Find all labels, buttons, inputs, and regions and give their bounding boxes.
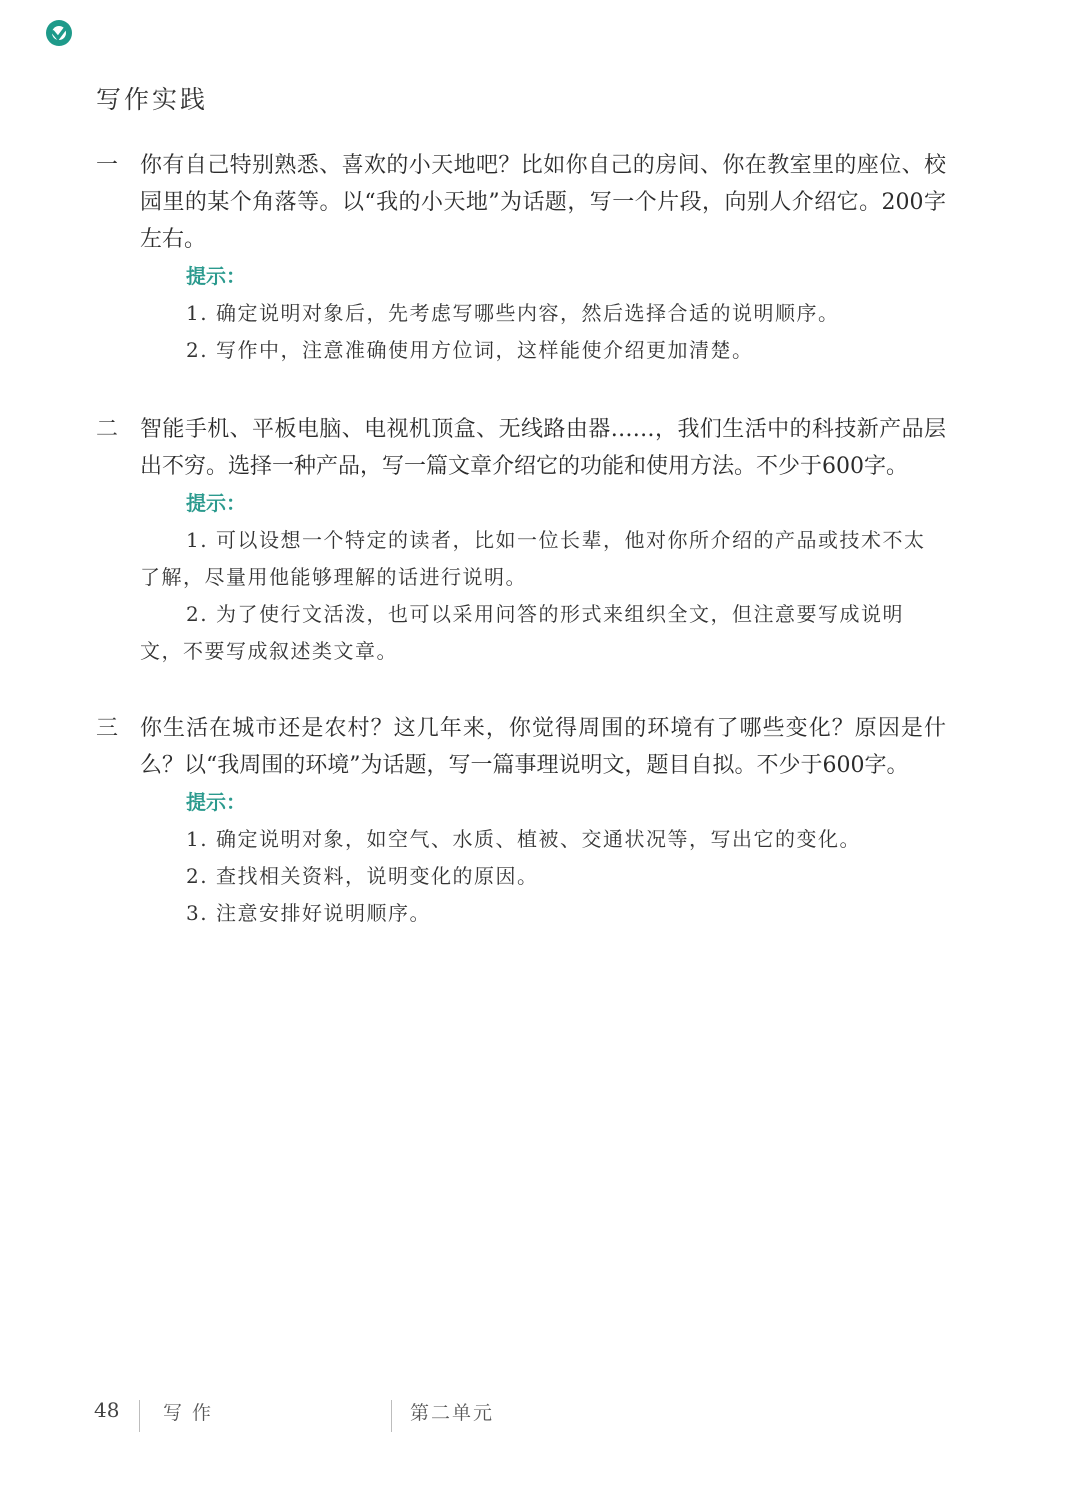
textbook-logo-icon [44, 18, 74, 48]
footer-section-label: 写 作 [163, 1402, 214, 1424]
section-title: 写作实践 [96, 85, 209, 114]
item-text: 你生活在城市还是农村？这几年来，你觉得周围的环境有了哪些变化？原因是什么？以“我周围的环境”为话题，写一篇事理说明文，题目自拟。不少于600字。 [140, 716, 946, 778]
item-text: 智能手机、平板电脑、电视机顶盒、无线路由器……，我们生活中的科技新产品层出不穷。选择一种产品，写一篇文章介绍它的功能和使用方法。不少于600字。 [140, 417, 946, 479]
footer-unit-label: 第二单元 [410, 1402, 495, 1424]
item-number: 一 [96, 153, 119, 178]
hint-label: 提示： [186, 264, 246, 288]
hint-label: 提示： [186, 790, 246, 814]
hint-line: 1. 确定说明对象，如空气、水质、植被、交通状况等，写出它的变化。 [186, 827, 861, 851]
footer-divider [139, 1400, 140, 1432]
hint-line: 2. 为了使行文活泼，也可以采用问答的形式来组织全文，但注意要写成说明文，不要写成叙述类文章。 [140, 602, 904, 663]
hint-line: 1. 可以设想一个特定的读者，比如一位长辈，他对你所介绍的产品或技术不太了解，尽量用他能够理解的话进行说明。 [140, 528, 926, 589]
hint-line: 1. 确定说明对象后，先考虑写哪些内容，然后选择合适的说明顺序。 [186, 301, 840, 325]
hint-line: 2. 写作中，注意准确使用方位词，这样能使介绍更加清楚。 [186, 338, 754, 362]
item-number: 二 [96, 417, 119, 442]
hint-line: 3. 注意安排好说明顺序。 [186, 901, 431, 925]
item-number: 三 [96, 716, 119, 741]
exercise-item-1 [96, 147, 946, 369]
exercise-item-3 [96, 710, 946, 932]
exercise-item-2 [96, 411, 946, 670]
footer-divider [391, 1400, 392, 1432]
page-number: 48 [94, 1398, 120, 1422]
hint-line: 2. 查找相关资料，说明变化的原因。 [186, 864, 539, 888]
item-text: 你有自己特别熟悉、喜欢的小天地吧？比如你自己的房间、你在教室里的座位、校园里的某个角落等。以“我的小天地”为话题，写一个片段，向别人介绍它。200字左右。 [140, 153, 946, 252]
hint-label: 提示： [186, 491, 246, 515]
